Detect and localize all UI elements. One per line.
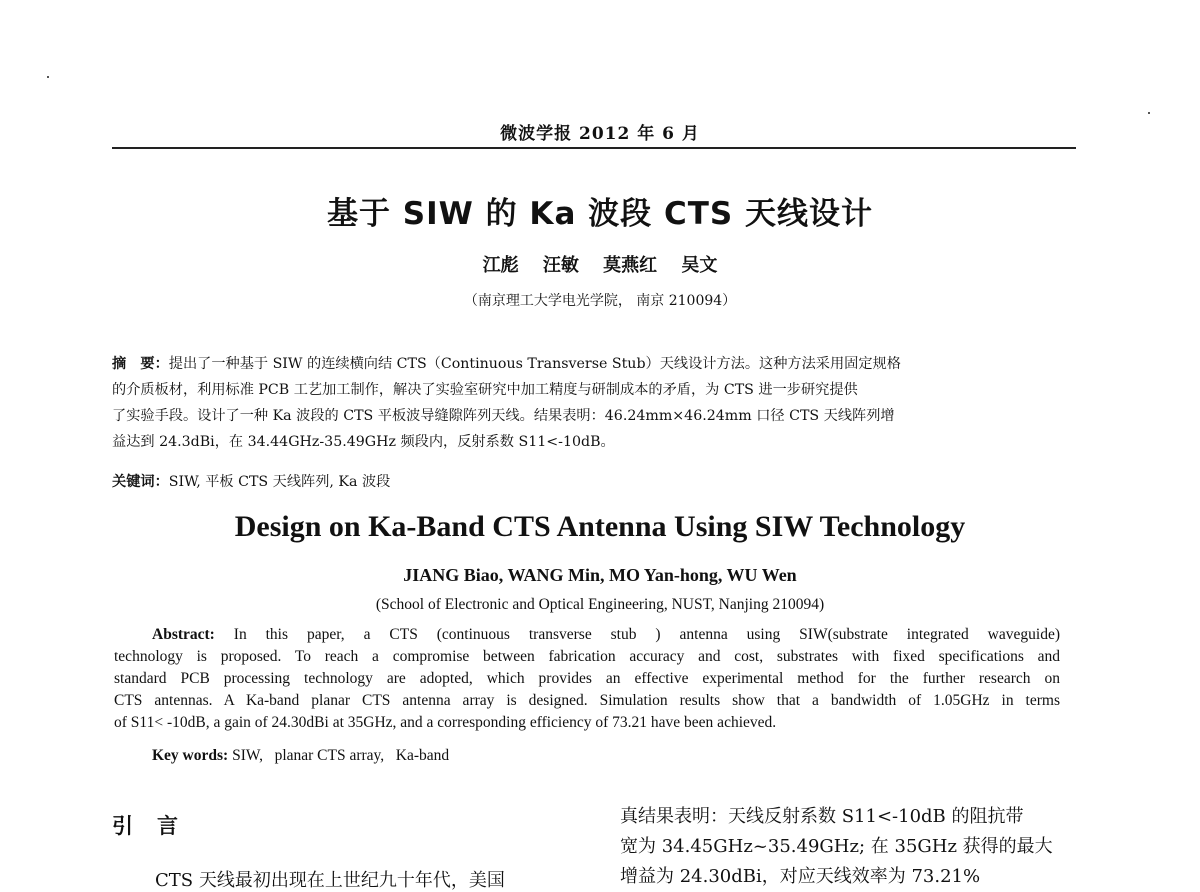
abstract-cn-label: 摘 要： — [112, 356, 169, 372]
author-cn: 汪敏 — [542, 255, 579, 276]
keywords-cn-text: SIW, 平板 CTS 天线阵列, Ka 波段 — [168, 474, 391, 490]
author-cn: 莫燕红 — [603, 255, 658, 276]
journal-header: 微波学报 2012 年 6 月 — [500, 124, 700, 144]
body-text-right — [620, 802, 1080, 892]
affiliation-en: (School of Electronic and Optical Engineering, NUST, Nanjing 210094) — [375, 596, 825, 613]
abstract-en-line: standard PCB processing technology are adopted, which provides an effective experimental method for the further research on — [114, 670, 1060, 687]
scan-speck — [1148, 112, 1150, 114]
paper-title-en: Design on Ka-Band CTS Antenna Using SIW Technology — [234, 510, 966, 543]
keywords-en — [152, 747, 449, 765]
abstract-cn — [112, 351, 1068, 455]
body-line: 增益为 24.30dBi，对应天线效率为 73.21% — [620, 866, 981, 887]
abstract-en-label: Abstract: — [152, 626, 215, 643]
section-number: 引 — [112, 814, 133, 838]
abstract-cn-line: 的介质板材，利用标准 PCB 工艺加工制作，解决了实验室研究中加工精度与研制成本的矛盾，为 CTS 进一步研究提供 — [112, 382, 858, 398]
header-rule — [112, 147, 1076, 149]
keywords-en-text: SIW, planar CTS array, Ka-band — [232, 747, 450, 764]
body-line: 真结果表明：天线反射系数 S11<-10dB 的阻抗带 — [620, 806, 1024, 827]
abstract-en — [114, 624, 1060, 734]
affiliation-cn: （南京理工大学电光学院， 南京 210094） — [463, 293, 737, 309]
abstract-cn-line: 提出了一种基于 SIW 的连续横向结 CTS（Continuous Transverse Stub）天线设计方法。这种方法采用固定规格 — [168, 356, 901, 372]
abstract-en-line: In this paper, a CTS (continuous transverse stub ) antenna using SIW(substrate integrated waveguide) — [233, 626, 1060, 643]
keywords-cn-label: 关键词： — [112, 474, 169, 490]
abstract-en-line: technology is proposed. To reach a compromise between fabrication accuracy and cost, substrates with fixed specifications and — [114, 648, 1060, 665]
paper-title-cn: 基于 SIW 的 Ka 波段 CTS 天线设计 — [327, 196, 873, 232]
body-line: 宽为 34.45GHz~35.49GHz; 在 35GHz 获得的最大 — [620, 836, 1053, 857]
abstract-cn-line: 了实验手段。设计了一种 Ka 波段的 CTS 平板波导缝隙阵列天线。结果表明：46.24mm×46.24mm 口径 CTS 天线阵列增 — [112, 408, 895, 424]
author-cn: 吴文 — [681, 255, 718, 276]
keywords-en-label: Key words: — [152, 747, 229, 764]
abstract-en-line: CTS antennas. A Ka-band planar CTS antenna array is designed. Simulation results show that a bandwidth of 1.05GHz in terms — [114, 692, 1060, 709]
scan-speck — [47, 76, 49, 78]
section-title: 言 — [157, 814, 178, 838]
authors-cn — [0, 251, 1200, 277]
authors-en: JIANG Biao, WANG Min, MO Yan-hong, WU Wen — [403, 565, 797, 585]
abstract-en-line: of S11< -10dB, a gain of 24.30dBi at 35GHz, and a corresponding efficiency of 73.21 have been achieved. — [114, 714, 777, 731]
author-cn: 江彪 — [482, 255, 519, 276]
section-heading — [112, 810, 202, 840]
body-text-left: CTS 天线最初出现在上世纪九十年代，美国 — [155, 870, 505, 891]
keywords-cn — [112, 471, 390, 491]
abstract-cn-line: 益达到 24.3dBi，在 34.44GHz-35.49GHz 频段内，反射系数 S11<-10dB。 — [112, 434, 615, 450]
